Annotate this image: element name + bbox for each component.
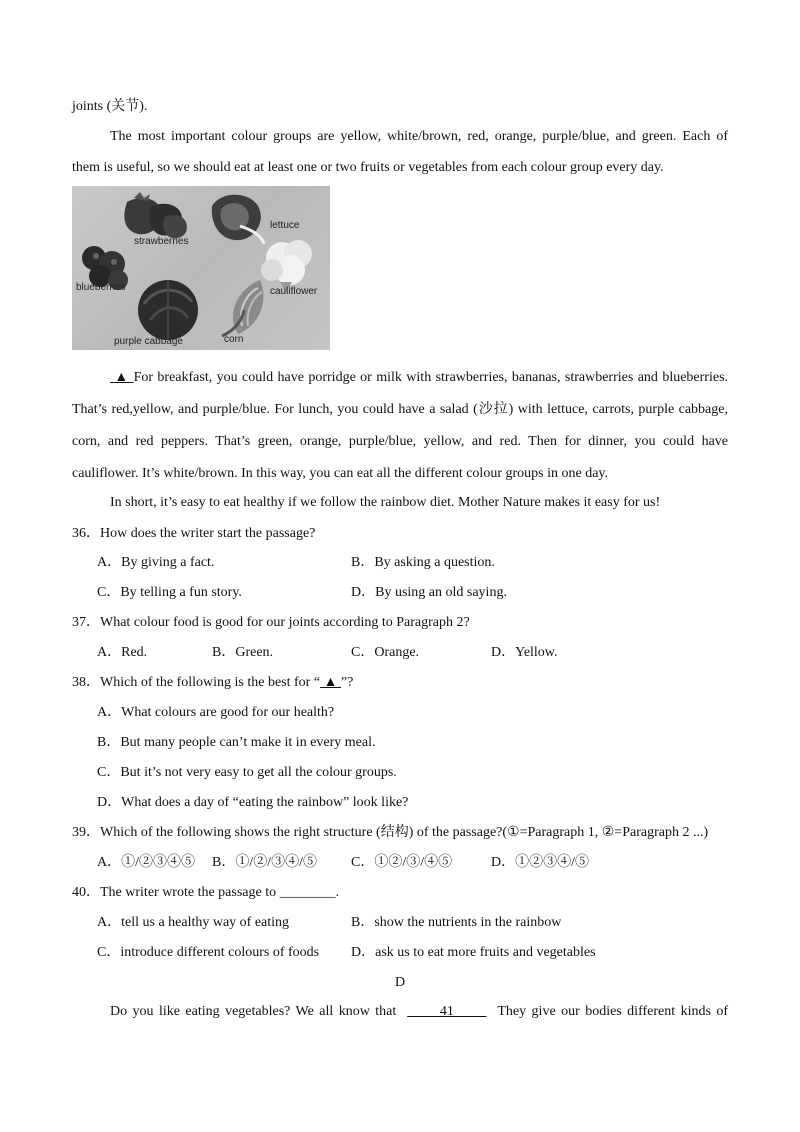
question-40-option-c[interactable]: C．introduce different colours of foods <box>97 945 320 960</box>
question-39-stem: 39．Which of the following shows the right structure (结构) of the passage?(①=Paragraph 1, ②=Paragraph 2 ...) <box>72 825 709 840</box>
corn-illustration <box>222 280 263 336</box>
vegetables-illustration <box>72 186 330 350</box>
question-40-option-a[interactable]: A．tell us a healthy way of eating <box>97 915 290 930</box>
blank-41[interactable]: 41 <box>439 1004 454 1019</box>
question-38-blank-marker: ▲ <box>323 675 338 690</box>
question-37-option-a[interactable]: A．Red. <box>97 645 148 660</box>
strawberries-label: strawberries <box>134 236 189 247</box>
purple-cabbage-illustration <box>138 280 198 340</box>
question-39-option-a[interactable]: A．①/②③④⑤ <box>97 855 195 870</box>
vegetables-photo <box>72 186 330 350</box>
cauliflower-illustration <box>261 240 312 292</box>
question-38-option-b[interactable]: B．But many people can’t make it in every meal. <box>97 735 376 750</box>
purple-cabbage-label: purple cabbage <box>114 336 183 347</box>
question-38-stem: 38．Which of the following is the best for “ ▲ ”? <box>72 675 354 690</box>
question-37-option-c[interactable]: C．Orange. <box>351 645 420 660</box>
question-37-option-b[interactable]: B．Green. <box>212 645 274 660</box>
question-36-option-a[interactable]: A．By giving a fact. <box>97 555 215 570</box>
question-36-option-b[interactable]: B．By asking a question. <box>351 555 495 570</box>
paragraph-breakfast-line-1: ▲ For breakfast, you could have porridge or milk with strawberries, bananas, strawberries and blueberries. <box>110 369 728 387</box>
question-36-option-c[interactable]: C．By telling a fun story. <box>97 585 242 600</box>
question-37-stem: 37．What colour food is good for our joints according to Paragraph 2? <box>72 615 470 630</box>
text-line-joints: joints (关节). <box>72 99 148 114</box>
section-d-first-line: Do you like eating vegetables? We all know that 41 They give our bodies different kinds of <box>110 1004 729 1019</box>
paragraph-breakfast-line-4: cauliflower. It’s white/brown. In this way, you can eat all the different colour groups in one day. <box>72 466 608 481</box>
paragraph-in-short: In short, it’s easy to eat healthy if we follow the rainbow diet. Mother Nature makes it easy for us! <box>110 495 661 510</box>
question-36-stem: 36．How does the writer start the passage? <box>72 526 316 541</box>
strawberries-illustration <box>124 192 187 238</box>
paragraph-colour-groups-line-2: them is useful, so we should eat at least one or two fruits or vegetables from each colour group every day. <box>72 160 664 175</box>
lettuce-illustration <box>212 195 264 244</box>
section-d-heading: D <box>394 975 406 990</box>
paragraph-breakfast-line-2: That’s red,yellow, and purple/blue. For lunch, you could have a salad (沙拉) with lettuce, carrots, purple cabbage, <box>72 402 728 417</box>
question-39-option-d[interactable]: D．①②③④/⑤ <box>491 855 589 870</box>
question-39-option-c[interactable]: C．①②/③/④⑤ <box>351 855 453 870</box>
paragraph-colour-groups-line-1: The most important colour groups are yellow, white/brown, red, orange, purple/blue, and green. Each of <box>110 129 728 144</box>
lettuce-label: lettuce <box>270 220 300 231</box>
question-40-option-b[interactable]: B．show the nutrients in the rainbow <box>351 915 562 930</box>
question-38-option-a[interactable]: A．What colours are good for our health? <box>97 705 335 720</box>
corn-label: corn <box>224 334 244 345</box>
question-39-option-b[interactable]: B．①/②/③④/⑤ <box>212 855 318 870</box>
question-40-option-d[interactable]: D．ask us to eat more fruits and vegetables <box>351 945 596 960</box>
paragraph-breakfast-line-3: corn, and red peppers. That’s green, orange, purple/blue, yellow, and red. Then for dinner, you could have <box>72 434 728 449</box>
question-36-option-d[interactable]: D．By using an old saying. <box>351 585 507 600</box>
question-38-option-c[interactable]: C．But it’s not very easy to get all the colour groups. <box>97 765 397 780</box>
blueberries-label: blueberries <box>76 282 126 293</box>
question-37-option-d[interactable]: D．Yellow. <box>491 645 558 660</box>
question-38-option-d[interactable]: D．What does a day of “eating the rainbow” look like? <box>97 795 409 810</box>
cauliflower-label: cauliflower <box>270 286 318 297</box>
answer-blank-marker: ▲ <box>114 370 130 385</box>
question-40-stem: 40．The writer wrote the passage to ________. <box>72 885 340 900</box>
